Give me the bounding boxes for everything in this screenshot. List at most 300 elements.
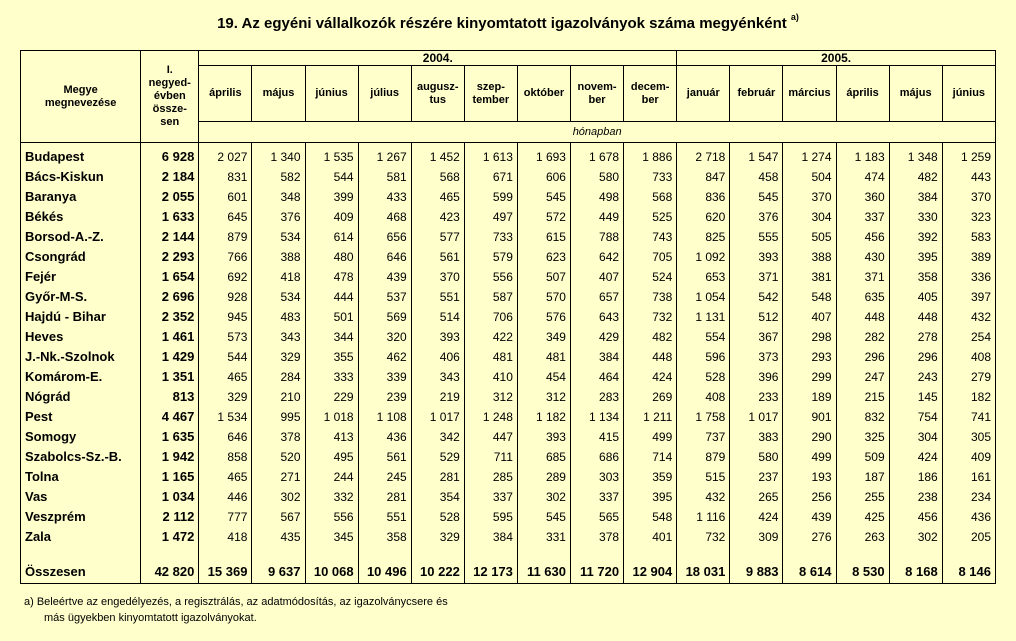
value-cell: 10 222 [411,561,464,584]
value-cell: 339 [358,367,411,387]
value-cell: 393 [517,427,570,447]
value-cell: 371 [836,267,889,287]
value-cell: 1 348 [889,143,942,168]
value-cell: 572 [517,207,570,227]
value-cell: 1 183 [836,143,889,168]
value-cell: 256 [783,487,836,507]
month-header: július [358,66,411,122]
value-cell: 424 [889,447,942,467]
value-cell: 329 [411,527,464,547]
value-cell: 623 [517,247,570,267]
value-cell: 444 [305,287,358,307]
value-cell: 215 [836,387,889,407]
value-cell: 587 [464,287,517,307]
value-cell: 456 [889,507,942,527]
year-2005-header: 2005. [677,51,996,66]
year-2004-header: 2004. [199,51,677,66]
q1-total-cell: 1 165 [141,467,199,487]
value-cell: 405 [889,287,942,307]
value-cell: 265 [730,487,783,507]
value-cell: 293 [783,347,836,367]
table-row [21,427,996,447]
q1-total-cell: 2 055 [141,187,199,207]
value-cell: 482 [624,327,677,347]
table-row [21,247,996,267]
value-cell: 429 [570,327,623,347]
value-cell: 645 [199,207,252,227]
value-cell: 462 [358,347,411,367]
value-cell: 1 758 [677,407,730,427]
value-cell: 551 [411,287,464,307]
footnote-line: más ügyekben kinyomtatott igazolványokat. [44,612,257,624]
value-cell: 504 [783,167,836,187]
value-cell: 18 031 [677,561,730,584]
table-row [21,407,996,427]
value-cell: 439 [783,507,836,527]
month-header: március [783,66,836,122]
county-name: Csongrád [21,247,141,267]
value-cell: 238 [889,487,942,507]
value-cell: 263 [836,527,889,547]
value-cell: 219 [411,387,464,407]
value-cell: 754 [889,407,942,427]
q1-total-cell: 1 633 [141,207,199,227]
value-cell: 415 [570,427,623,447]
value-cell: 323 [942,207,995,227]
value-cell: 580 [730,447,783,467]
value-cell: 393 [411,327,464,347]
value-cell: 1 340 [252,143,305,168]
q1-total-cell: 6 928 [141,143,199,168]
q1-total-cell: 1 429 [141,347,199,367]
value-cell: 1 613 [464,143,517,168]
county-name: Összesen [21,561,141,584]
value-cell: 528 [677,367,730,387]
value-cell: 348 [252,187,305,207]
value-cell: 397 [942,287,995,307]
value-cell: 378 [252,427,305,447]
value-cell: 448 [624,347,677,367]
value-cell: 483 [252,307,305,327]
value-cell: 646 [358,247,411,267]
value-cell: 505 [783,227,836,247]
value-cell: 524 [624,267,677,287]
value-cell: 436 [358,427,411,447]
value-cell: 409 [942,447,995,467]
month-header: április [836,66,889,122]
value-cell: 254 [942,327,995,347]
value-cell: 243 [889,367,942,387]
county-name: Vas [21,487,141,507]
value-cell: 465 [199,467,252,487]
value-cell: 15 369 [199,561,252,584]
county-name: Somogy [21,427,141,447]
value-cell: 337 [570,487,623,507]
value-cell: 1 018 [305,407,358,427]
value-cell: 233 [730,387,783,407]
q1-total-cell: 2 144 [141,227,199,247]
value-cell: 344 [305,327,358,347]
value-cell: 497 [464,207,517,227]
county-name: Tolna [21,467,141,487]
table-row [21,143,996,168]
q1-total-cell: 2 696 [141,287,199,307]
q1-total-cell: 1 351 [141,367,199,387]
value-cell: 653 [677,267,730,287]
value-cell: 399 [305,187,358,207]
value-cell: 304 [889,427,942,447]
value-cell: 1 211 [624,407,677,427]
value-cell: 601 [199,187,252,207]
value-cell: 561 [358,447,411,467]
value-cell: 337 [836,207,889,227]
value-cell: 1 547 [730,143,783,168]
value-cell: 432 [677,487,730,507]
value-cell: 392 [889,227,942,247]
value-cell: 367 [730,327,783,347]
value-cell: 685 [517,447,570,467]
q1-total-cell: 2 112 [141,507,199,527]
table-row [21,307,996,327]
county-name: Budapest [21,143,141,168]
value-cell: 408 [677,387,730,407]
value-cell: 656 [358,227,411,247]
value-cell: 995 [252,407,305,427]
value-cell: 413 [305,427,358,447]
footnote [24,594,448,626]
value-cell: 384 [889,187,942,207]
month-header: január [677,66,730,122]
q1-total-cell: 42 820 [141,561,199,584]
sum-row [21,561,996,584]
value-cell: 545 [517,507,570,527]
value-cell: 395 [889,247,942,267]
value-cell: 8 146 [942,561,995,584]
value-cell: 1 116 [677,507,730,527]
table-row [21,287,996,307]
month-header: június [305,66,358,122]
county-name: Bács-Kiskun [21,167,141,187]
value-cell: 354 [411,487,464,507]
value-cell: 182 [942,387,995,407]
value-cell: 358 [358,527,411,547]
value-cell: 279 [942,367,995,387]
value-cell: 2 718 [677,143,730,168]
value-cell: 11 720 [570,561,623,584]
value-cell: 732 [677,527,730,547]
county-name: Heves [21,327,141,347]
value-cell: 551 [358,507,411,527]
value-cell: 1 534 [199,407,252,427]
value-cell: 525 [624,207,677,227]
value-cell: 343 [252,327,305,347]
value-cell: 482 [889,167,942,187]
value-cell: 406 [411,347,464,367]
value-cell: 303 [570,467,623,487]
value-cell: 432 [942,307,995,327]
value-cell: 738 [624,287,677,307]
value-cell: 1 693 [517,143,570,168]
table-row [21,487,996,507]
value-cell: 737 [677,427,730,447]
value-cell: 576 [517,307,570,327]
value-cell: 360 [836,187,889,207]
value-cell: 276 [783,527,836,547]
value-cell: 507 [517,267,570,287]
table-row [21,367,996,387]
data-table [20,50,996,584]
value-cell: 858 [199,447,252,467]
value-cell: 534 [252,287,305,307]
value-cell: 1 452 [411,143,464,168]
value-cell: 548 [624,507,677,527]
value-cell: 534 [252,227,305,247]
value-cell: 1 267 [358,143,411,168]
value-cell: 388 [252,247,305,267]
value-cell: 1 092 [677,247,730,267]
value-cell: 570 [517,287,570,307]
value-cell: 901 [783,407,836,427]
value-cell: 2 027 [199,143,252,168]
value-cell: 370 [411,267,464,287]
value-cell: 635 [836,287,889,307]
value-cell: 9 883 [730,561,783,584]
q1-total-cell: 1 472 [141,527,199,547]
table-row [21,207,996,227]
value-cell: 304 [783,207,836,227]
value-cell: 1 274 [783,143,836,168]
value-cell: 443 [942,167,995,187]
value-cell: 430 [836,247,889,267]
value-cell: 320 [358,327,411,347]
table-row [21,267,996,287]
value-cell: 512 [730,307,783,327]
value-cell: 595 [464,507,517,527]
value-cell: 433 [358,187,411,207]
value-cell: 1 054 [677,287,730,307]
value-cell: 733 [464,227,517,247]
value-cell: 615 [517,227,570,247]
value-cell: 342 [411,427,464,447]
value-cell: 642 [570,247,623,267]
county-name: Komárom-E. [21,367,141,387]
value-cell: 234 [942,487,995,507]
value-cell: 337 [464,487,517,507]
table-row [21,167,996,187]
value-cell: 187 [836,467,889,487]
value-cell: 330 [889,207,942,227]
value-cell: 298 [783,327,836,347]
value-cell: 237 [730,467,783,487]
value-cell: 583 [942,227,995,247]
table-row [21,447,996,467]
value-cell: 945 [199,307,252,327]
value-cell: 714 [624,447,677,467]
value-cell: 395 [624,487,677,507]
county-name: Győr-M-S. [21,287,141,307]
value-cell: 269 [624,387,677,407]
value-cell: 498 [570,187,623,207]
value-cell: 478 [305,267,358,287]
value-cell: 528 [411,507,464,527]
value-cell: 832 [836,407,889,427]
value-cell: 384 [464,527,517,547]
value-cell: 514 [411,307,464,327]
value-cell: 529 [411,447,464,467]
value-cell: 343 [411,367,464,387]
value-cell: 407 [783,307,836,327]
q1-total-cell: 2 293 [141,247,199,267]
value-cell: 686 [570,447,623,467]
month-header: május [252,66,305,122]
value-cell: 11 630 [517,561,570,584]
value-cell: 435 [252,527,305,547]
value-cell: 454 [517,367,570,387]
value-cell: 582 [252,167,305,187]
value-cell: 554 [677,327,730,347]
value-cell: 336 [942,267,995,287]
q1-total-cell: 1 942 [141,447,199,467]
value-cell: 302 [252,487,305,507]
value-cell: 393 [730,247,783,267]
value-cell: 556 [305,507,358,527]
value-cell: 186 [889,467,942,487]
table-row [21,347,996,367]
county-name: Pest [21,407,141,427]
value-cell: 579 [464,247,517,267]
value-cell: 879 [677,447,730,467]
value-cell: 1 017 [411,407,464,427]
value-cell: 847 [677,167,730,187]
value-cell: 10 496 [358,561,411,584]
table-row [21,387,996,407]
value-cell: 145 [889,387,942,407]
value-cell: 247 [836,367,889,387]
value-cell: 193 [783,467,836,487]
value-cell: 1 017 [730,407,783,427]
value-cell: 741 [942,407,995,427]
value-cell: 565 [570,507,623,527]
value-cell: 205 [942,527,995,547]
spacer-row [21,547,996,561]
value-cell: 465 [411,187,464,207]
value-cell: 1 248 [464,407,517,427]
value-cell: 474 [836,167,889,187]
value-cell: 548 [783,287,836,307]
value-cell: 1 535 [305,143,358,168]
value-cell: 620 [677,207,730,227]
value-cell: 410 [464,367,517,387]
value-cell: 278 [889,327,942,347]
value-cell: 1 182 [517,407,570,427]
value-cell: 569 [358,307,411,327]
table-row [21,227,996,247]
value-cell: 732 [624,307,677,327]
value-cell: 581 [358,167,411,187]
value-cell: 766 [199,247,252,267]
county-name: Fejér [21,267,141,287]
value-cell: 568 [411,167,464,187]
value-cell: 446 [199,487,252,507]
value-cell: 299 [783,367,836,387]
value-cell: 409 [305,207,358,227]
value-cell: 743 [624,227,677,247]
county-name: Szabolcs-Sz.-B. [21,447,141,467]
value-cell: 376 [730,207,783,227]
value-cell: 614 [305,227,358,247]
value-cell: 692 [199,267,252,287]
value-cell: 383 [730,427,783,447]
value-cell: 370 [942,187,995,207]
value-cell: 332 [305,487,358,507]
value-cell: 1 131 [677,307,730,327]
value-cell: 358 [889,267,942,287]
value-cell: 556 [464,267,517,287]
value-cell: 544 [305,167,358,187]
value-cell: 376 [252,207,305,227]
value-cell: 384 [570,347,623,367]
table-row [21,467,996,487]
value-cell: 381 [783,267,836,287]
value-cell: 12 904 [624,561,677,584]
value-cell: 465 [199,367,252,387]
value-cell: 359 [624,467,677,487]
value-cell: 331 [517,527,570,547]
value-cell: 515 [677,467,730,487]
value-cell: 733 [624,167,677,187]
value-cell: 285 [464,467,517,487]
value-cell: 481 [517,347,570,367]
value-cell: 296 [836,347,889,367]
value-cell: 499 [783,447,836,467]
table-row [21,187,996,207]
value-cell: 407 [570,267,623,287]
value-cell: 458 [730,167,783,187]
q1-total-cell: 1 034 [141,487,199,507]
value-cell: 290 [783,427,836,447]
county-header: Megye megnevezése [21,51,141,143]
table-row [21,327,996,347]
value-cell: 424 [730,507,783,527]
value-cell: 439 [358,267,411,287]
value-cell: 302 [517,487,570,507]
value-cell: 711 [464,447,517,467]
value-cell: 349 [517,327,570,347]
value-cell: 373 [730,347,783,367]
value-cell: 567 [252,507,305,527]
unit-header: hónapban [199,122,996,143]
county-name: J.-Nk.-Szolnok [21,347,141,367]
value-cell: 325 [836,427,889,447]
q1-total-cell: 1 654 [141,267,199,287]
value-cell: 289 [517,467,570,487]
value-cell: 282 [836,327,889,347]
county-name: Baranya [21,187,141,207]
value-cell: 418 [252,267,305,287]
value-cell: 577 [411,227,464,247]
table-row [21,507,996,527]
value-cell: 646 [199,427,252,447]
value-cell: 378 [570,527,623,547]
value-cell: 302 [889,527,942,547]
value-cell: 312 [464,387,517,407]
value-cell: 545 [517,187,570,207]
value-cell: 189 [783,387,836,407]
value-cell: 643 [570,307,623,327]
value-cell: 422 [464,327,517,347]
value-cell: 573 [199,327,252,347]
value-cell: 329 [199,387,252,407]
